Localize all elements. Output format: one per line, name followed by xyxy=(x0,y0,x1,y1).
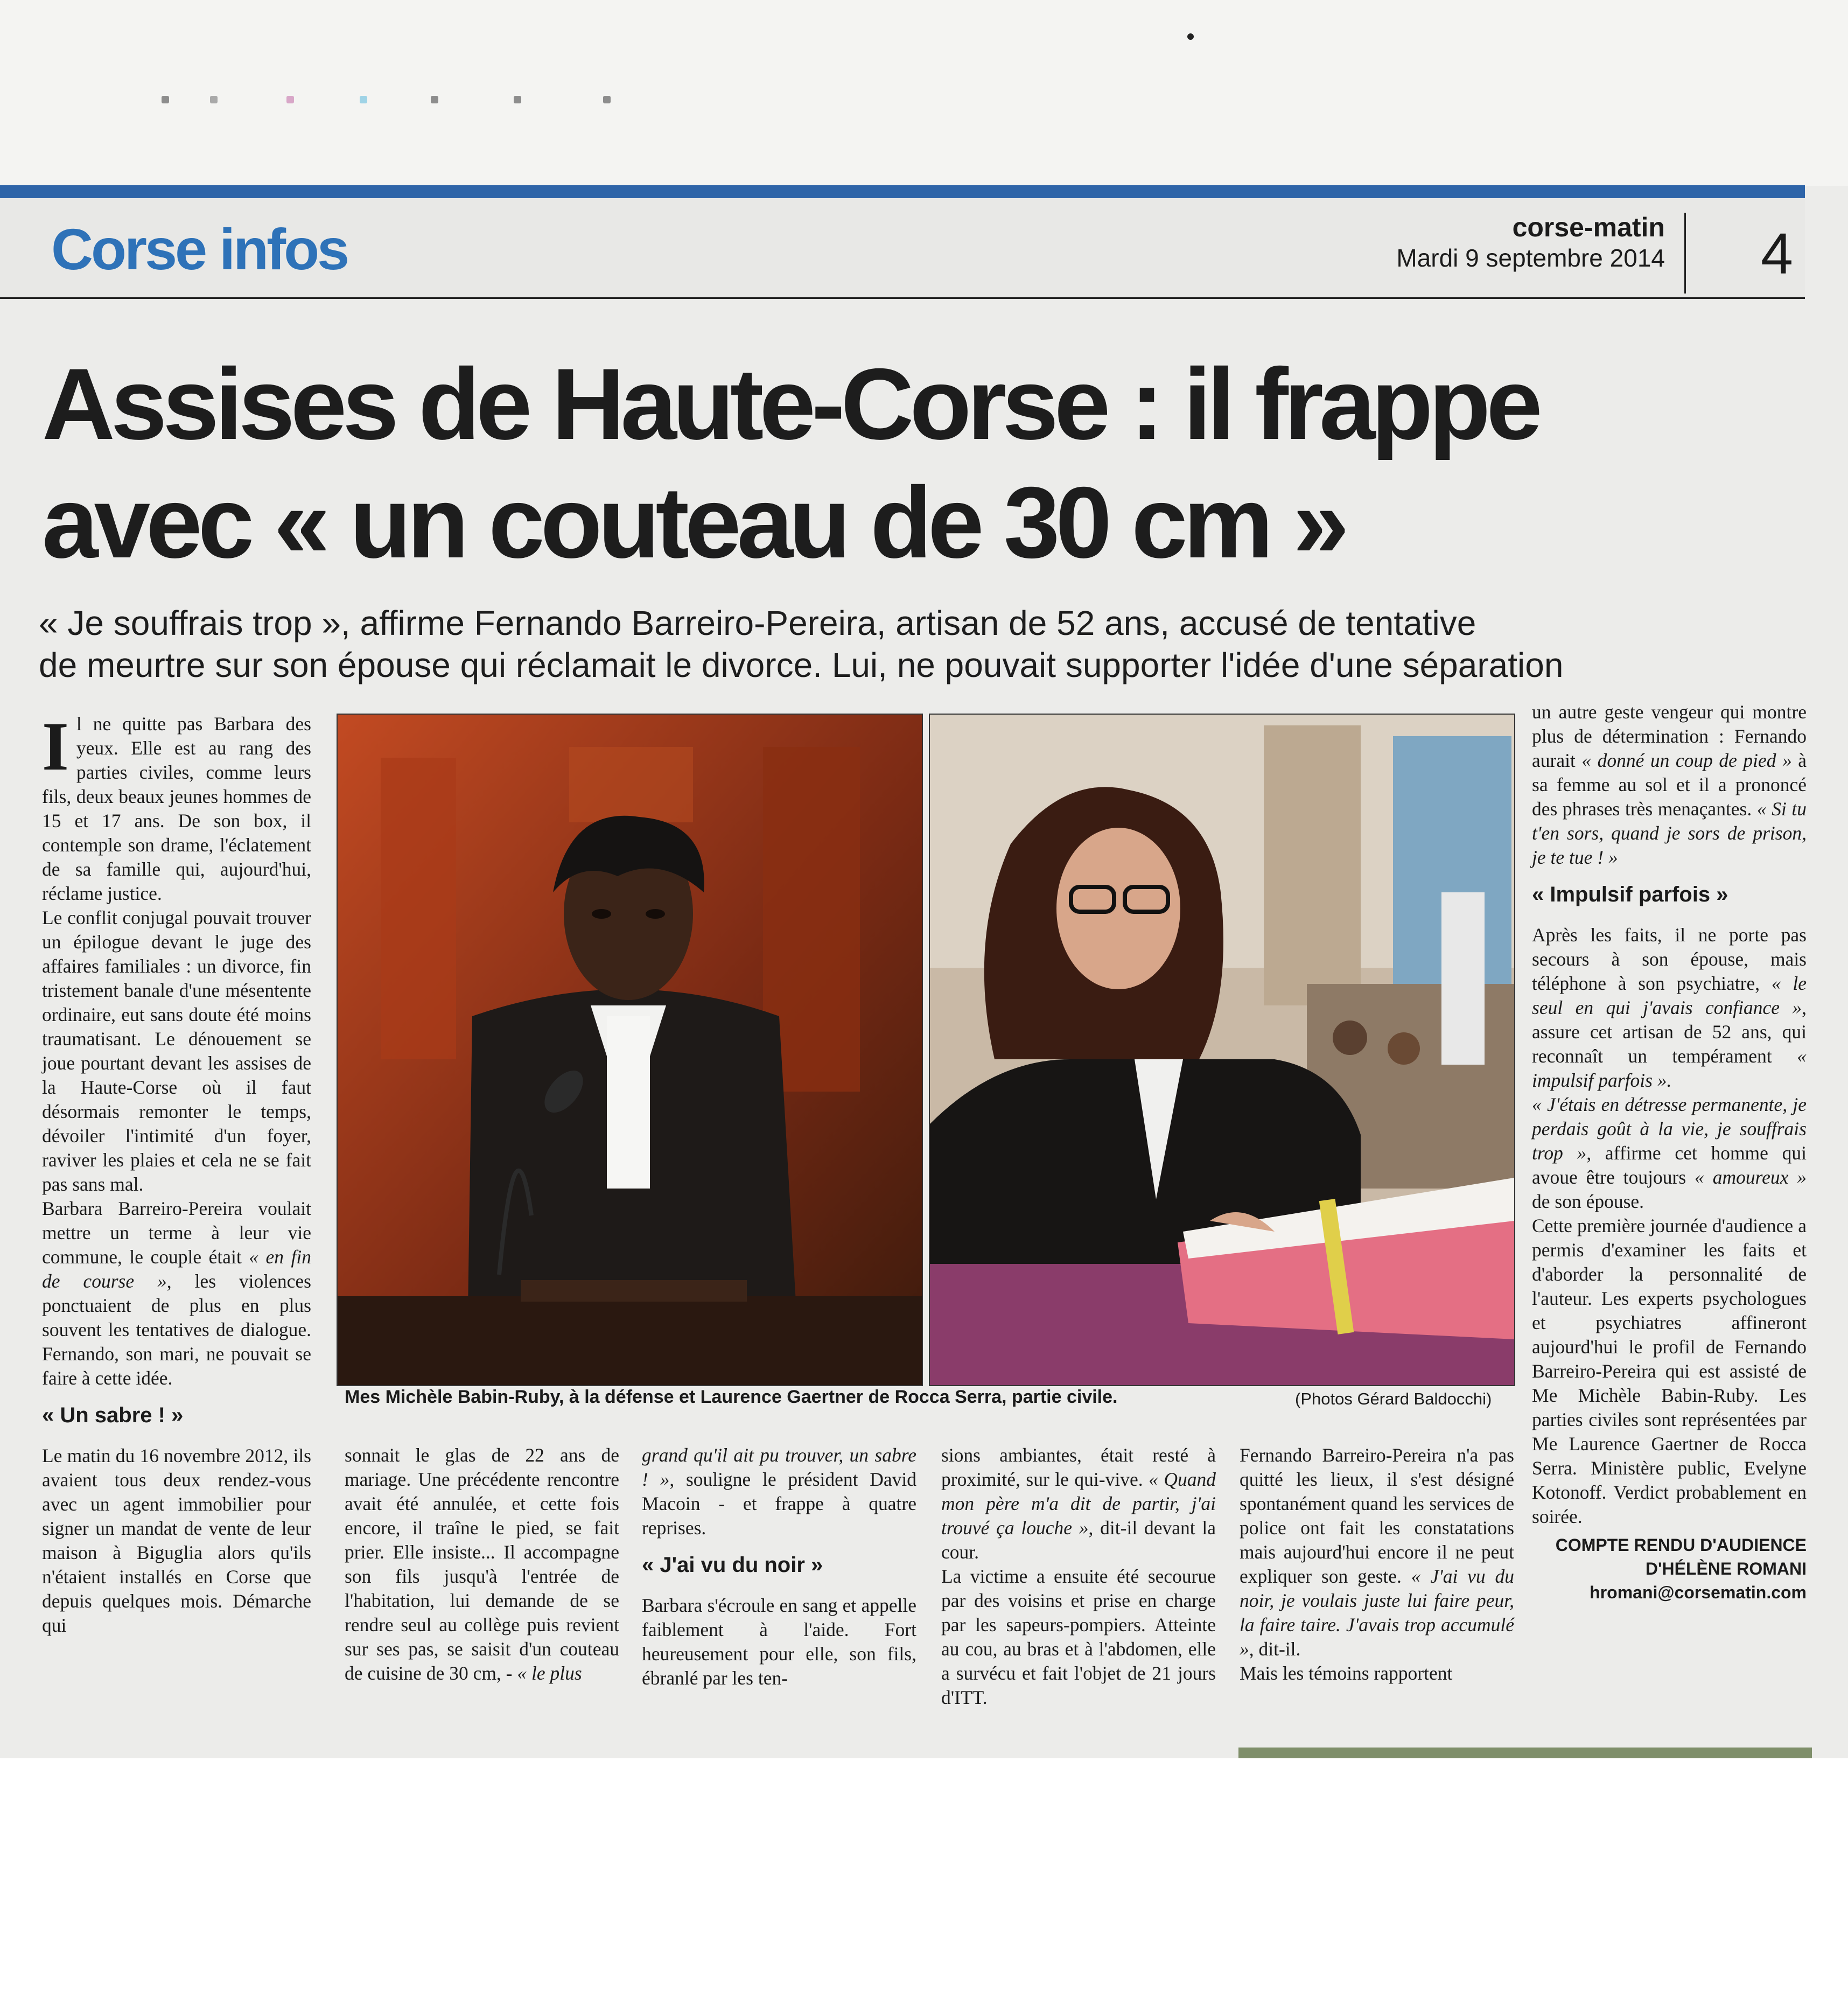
quote: « le plus xyxy=(517,1662,582,1684)
paragraph: Mais les témoins rapportent xyxy=(1240,1662,1453,1684)
standfirst-line-2: de meurtre sur son épouse qui réclamait le divorce. Lui, ne pouvait supporter l'idée d'une séparation xyxy=(39,646,1564,684)
drop-cap: I xyxy=(42,708,69,785)
quote: « Si tu t'en sors, quand je sors de prison, je te tue ! » xyxy=(1532,798,1807,868)
paragraph-text: , dit-il devant la cour. xyxy=(941,1517,1216,1563)
quote: grand qu'il ait pu trouver, un sabre ! » xyxy=(642,1444,916,1490)
intertitle-vu-du-noir: « J'ai vu du noir » xyxy=(642,1553,823,1577)
quote: « Quand mon père m'a dit de partir, j'ai trouvé ça louche » xyxy=(941,1469,1216,1539)
article-column-5 xyxy=(1240,1443,1514,1686)
paragraph-text: un autre geste vengeur qui montre plus de détermination : Fernando aurait xyxy=(1532,701,1807,771)
paragraph: Le matin du 16 novembre 2012, ils avaient tous deux rendez-vous avec un agent immobilier pour signer un mandat de vente de leur maison à Biguglia alors qu'ils n'étaient installés en Corse que depuis quelques mois. Démarche qui xyxy=(42,1445,311,1636)
paragraph-text: , souligne le président David Macoin - et frappe à quatre reprises. xyxy=(642,1469,916,1539)
photo-caption: Mes Michèle Babin-Ruby, à la défense et Laurence Gaertner de Rocca Serra, partie civile. xyxy=(345,1387,1118,1407)
paragraph-text: à sa femme au sol et il a prononcé des phrases très menaçantes. xyxy=(1532,750,1807,820)
paragraph xyxy=(1532,700,1807,870)
quote: « J'étais en détresse permanente, je perdais goût à la vie, je souffrais trop » xyxy=(1532,1094,1807,1164)
paragraph-text: , les violences ponctuaient de plus en plus souvent les tentatives de dialogue. Fernando, son mari, ne pouvait se faire à cette idée. xyxy=(42,1270,311,1389)
paragraph-text: Après les faits, il ne porte pas secours à son épouse, mais téléphone à son psychiatre, xyxy=(1532,924,1807,994)
photo-laurence-gaertner xyxy=(929,714,1515,1386)
paragraph-text: l ne quitte pas Barbara des yeux. Elle est au rang des parties civiles, comme leurs fils, deux beaux jeunes hommes de 15 et 17 ans. De son box, il contemple son drame, l'éclatement de sa famille qui, aujourd'hui, réclame justice. xyxy=(42,713,311,904)
paragraph: La victime a ensuite été secourue par des voisins et prise en charge par les sapeurs-pompiers. Atteinte au cou, au bras et à l'abdomen, elle a survécu et fait l'objet de 21 jours d'ITT. xyxy=(941,1565,1216,1708)
masthead-info xyxy=(1396,212,1665,273)
paragraph-text: sions ambiantes, était resté à proximité, sur le qui-vive. xyxy=(941,1444,1216,1490)
article-column-2 xyxy=(345,1443,619,1686)
article-standfirst xyxy=(39,602,1816,686)
paragraph-text: , affirme cet homme qui avoue être toujours xyxy=(1532,1142,1807,1188)
author-email: hromani@corsematin.com xyxy=(1590,1583,1807,1602)
issue-date: Mardi 9 septembre 2014 xyxy=(1396,244,1665,272)
quote: « en fin de course » xyxy=(42,1246,312,1292)
paragraph xyxy=(1532,923,1807,1093)
paragraph-text: , dit-il. xyxy=(1249,1638,1301,1660)
paragraph-text: de son épouse. xyxy=(1532,1191,1644,1212)
paragraph-text: , assure cet artisan de 52 ans, qui reconnaît un tempérament xyxy=(1532,997,1807,1067)
paragraph: Barbara s'écroule en sang et appelle faiblement à l'aide. Fort heureusement pour elle, son fils, ébranlé par les ten- xyxy=(642,1595,916,1689)
paragraph: Cette première journée d'audience a permis d'examiner les faits et d'aborder la personnalité de l'auteur. Les experts psychologues et psychiatres affineront aujourd'hui le profil de Fernando Barreiro-Pereira qui est assisté de Me Michèle Babin-Ruby. Les parties civiles sont représentées par Me Laurence Gaertner de Rocca Serra. Ministère public, Evelyne Kotonoff. Verdict probablement en soirée. xyxy=(1532,1215,1807,1527)
quote: « amoureux » xyxy=(1695,1166,1807,1188)
courtroom-photo-1 xyxy=(338,715,922,1385)
quote: « J'ai vu du noir, je voulais juste lui faire peur, la faire taire. J'avais trop accumulé » xyxy=(1240,1565,1515,1660)
standfirst-line-1: « Je souffrais trop », affirme Fernando Barreiro-Pereira, artisan de 52 ans, accusé de tentative xyxy=(39,604,1476,642)
paragraph xyxy=(642,1443,916,1540)
article-column-4 xyxy=(941,1443,1216,1710)
article-column-3 xyxy=(642,1443,916,1690)
page-number: 4 xyxy=(1761,221,1794,286)
paragraph xyxy=(42,708,311,906)
newspaper-name: corse-matin xyxy=(1512,212,1665,242)
byline-line-1: COMPTE RENDU D'AUDIENCE xyxy=(1555,1535,1807,1555)
article-column-6 xyxy=(1532,700,1807,1604)
paragraph xyxy=(1240,1443,1514,1661)
quote: « le seul en qui j'avais confiance » xyxy=(1532,973,1807,1018)
intertitle-impulsif-parfois: « Impulsif parfois » xyxy=(1532,883,1728,906)
paragraph-text: Barbara Barreiro-Pereira voulait mettre un terme à leur vie commune, le couple était xyxy=(42,1198,311,1268)
paragraph-text: Fernando Barreiro-Pereira n'a pas quitté les lieux, il s'est désigné spontanément quand les services de police ont fait les constatations mais aujourd'hui encore il ne peut expliquer son geste. xyxy=(1240,1444,1514,1587)
paragraph: Le conflit conjugal pouvait trouver un épilogue devant le juge des affaires familiales : un divorce, fin tristement banale d'une mésentente ordinaire, eut sans doute été moins traumatisant. Le dénouement se joue pourtant devant les assises de la Haute-Corse où il faut désormais remonter le temps, dévoiler l'intimité d'un foyer, raviver les plaies et cela ne se fait pas sans mal. xyxy=(42,907,311,1195)
headline-line-1: Assises de Haute-Corse : il frappe xyxy=(42,347,1538,460)
photo-michele-babin-ruby xyxy=(337,714,923,1386)
header-divider xyxy=(1684,213,1686,293)
paragraph xyxy=(1532,1093,1807,1214)
next-article-photo-edge xyxy=(1238,1748,1812,1758)
intertitle-un-sabre: « Un sabre ! » xyxy=(42,1403,184,1427)
paragraph xyxy=(42,1197,311,1390)
article-column-1 xyxy=(42,708,312,1638)
byline-line-2: D'HÉLÈNE ROMANI xyxy=(1645,1559,1807,1578)
photo-credit: (Photos Gérard Baldocchi) xyxy=(1295,1389,1492,1408)
paragraph xyxy=(345,1443,619,1686)
header-color-rule xyxy=(0,185,1805,198)
print-speck xyxy=(1187,33,1194,40)
courtroom-photo-2 xyxy=(930,715,1514,1385)
quote: « impulsif parfois ». xyxy=(1532,1045,1807,1091)
paragraph xyxy=(941,1443,1216,1564)
quote: « donné un coup de pied » xyxy=(1581,750,1792,771)
headline-line-2: avec « un couteau de 30 cm » xyxy=(42,466,1345,579)
article-headline xyxy=(42,345,1819,582)
paragraph-text: sonnait le glas de 22 ans de mariage. Une précédente rencontre avait été annulée, et cette fois encore, il traîne le pied, se fait prier. Elle insiste... Il accompagne son fils jusqu'à l'entrée de l'habitation, lui demande de se rendre seul au collège puis revient sur ses pas, se saisit d'un couteau de cuisine de 30 cm, - xyxy=(345,1444,619,1684)
section-title: Corse infos xyxy=(51,216,348,282)
